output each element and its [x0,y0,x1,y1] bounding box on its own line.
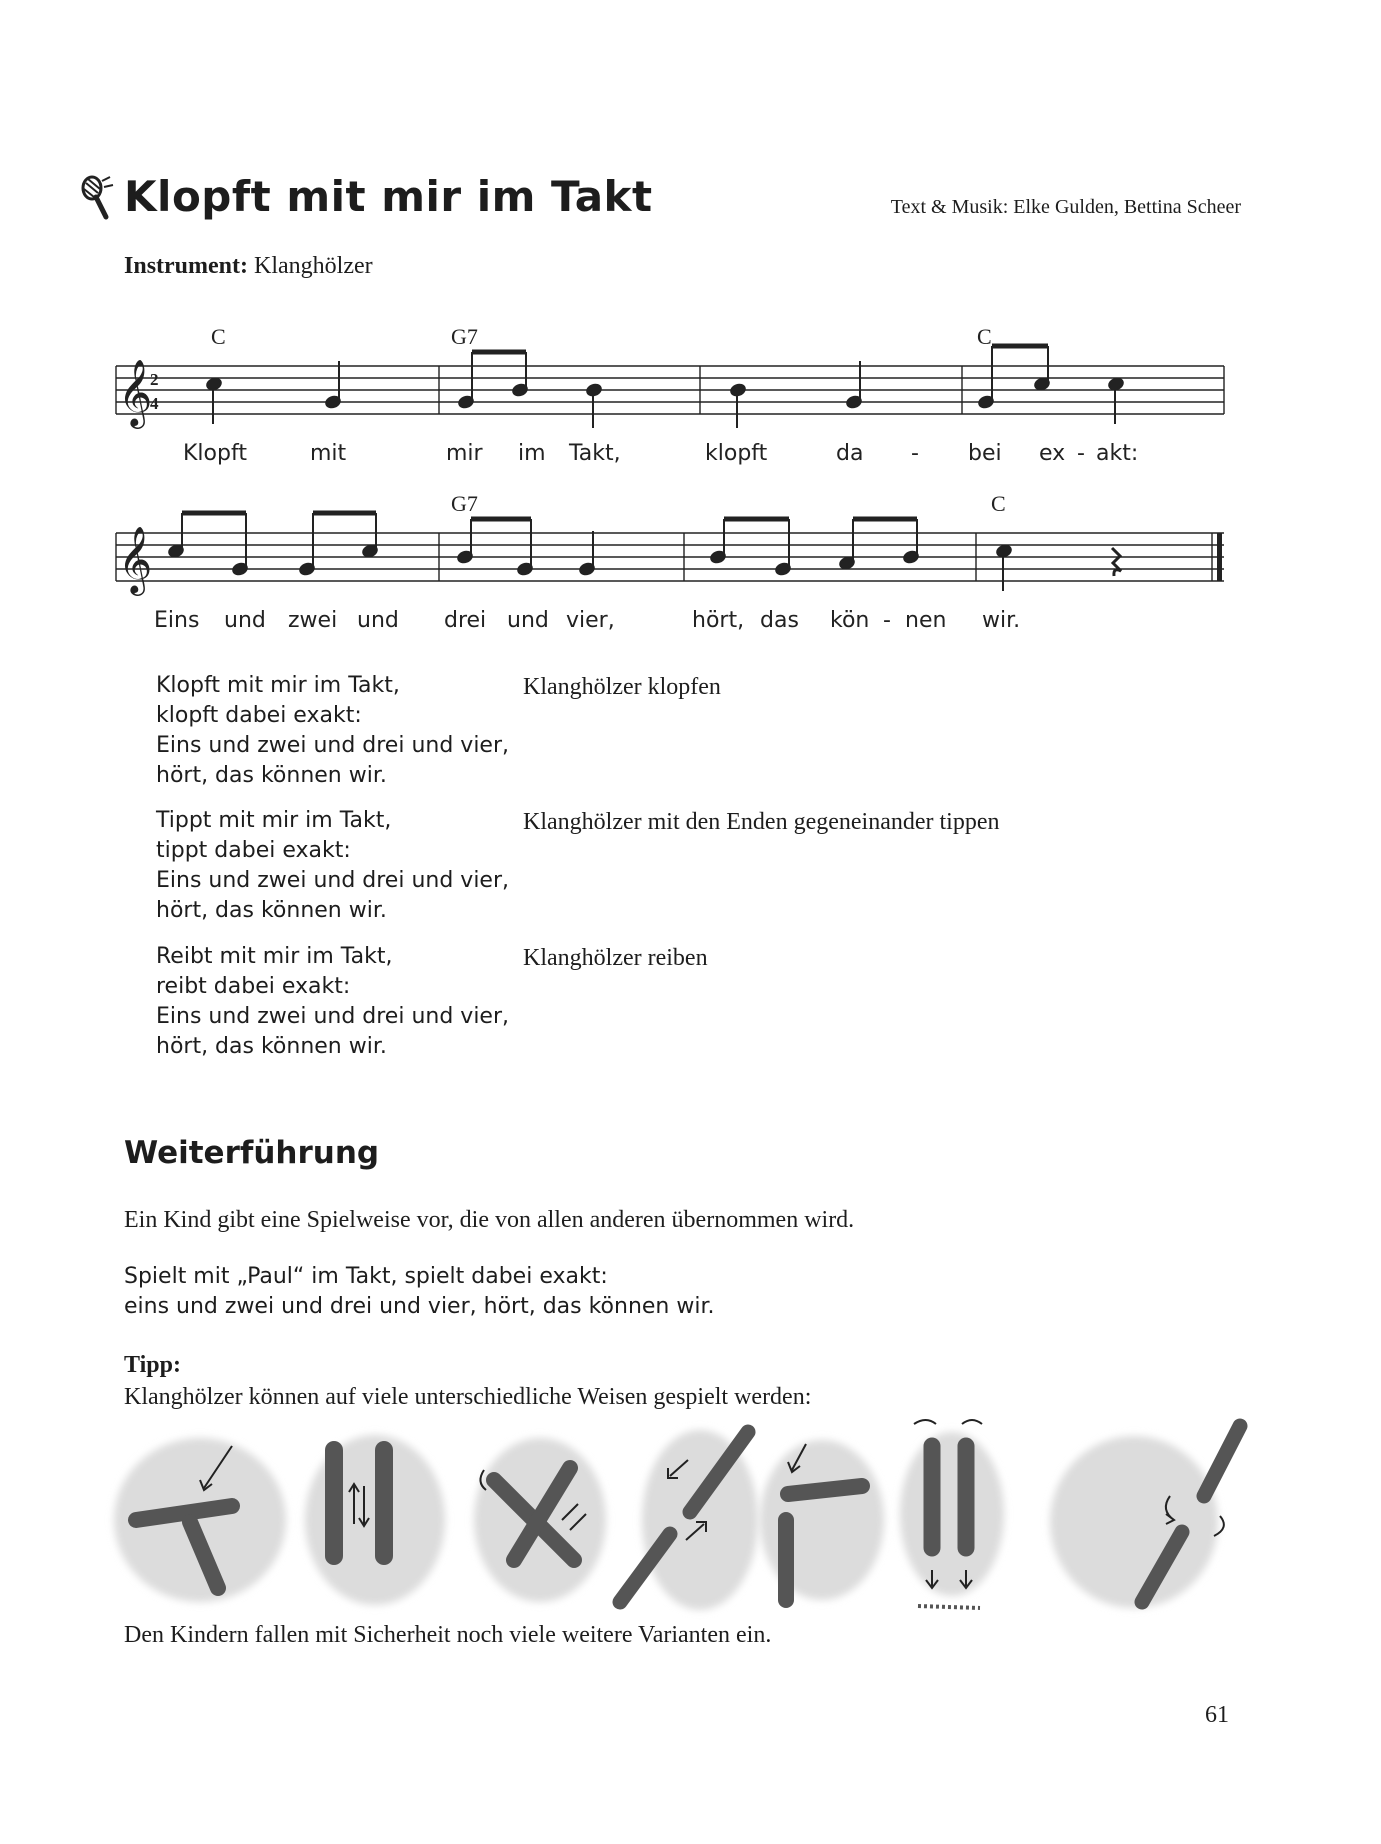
lyric-syllable: und [507,608,549,633]
verse-2 [156,806,509,926]
lyric-syllable: drei [444,608,487,633]
chord-label: C [991,491,1006,516]
lyric-syllable: Eins [154,608,200,633]
lyric-syllable: das [760,608,799,633]
lyric-syllable: ex [1039,441,1066,466]
chord-label: G7 [451,491,478,516]
verse-3-action: Klanghölzer reiben [523,945,708,971]
lyric-syllable: und [224,608,266,633]
quarter-rest-icon [1112,548,1121,576]
section-example [124,1262,715,1322]
svg-text:4: 4 [150,394,159,413]
tip-label: Tipp: [124,1352,181,1378]
claves-tapping-ends-icon [620,1430,758,1610]
verse-line: tippt dabei exakt: [156,838,351,863]
svg-text:2: 2 [150,370,159,389]
instrument-label: Instrument: [124,253,248,279]
claves-striking-t-icon [114,1438,286,1602]
tip-text: Klanghölzer können auf viele unterschiedliche Weisen gespielt werden: [124,1384,812,1410]
chord-label: C [977,324,992,349]
page-number: 61 [1205,1702,1229,1728]
lyric-syllable: Takt, [569,441,621,466]
verse-line: reibt dabei exakt: [156,974,351,999]
verse-line: Tippt mit mir im Takt, [156,808,392,833]
lyric-syllable: - [911,441,919,466]
lyric-syllable: kön [830,608,870,633]
lyric-syllable: Klopft [183,441,247,466]
claves-angled-striking-icon [760,1440,884,1600]
sheet-music-line-2 [0,486,1381,636]
claves-rotating-ends-icon [1050,1426,1240,1608]
sheet-music-line-1 [0,320,1381,470]
example-line: Spielt mit „Paul“ im Takt, spielt dabei exakt: [124,1264,608,1289]
section-intro: Ein Kind gibt eine Spielweise vor, die von allen anderen übernommen wird. [124,1207,855,1233]
verse-3 [156,942,509,1062]
lyric-syllable: da [836,441,864,466]
verse-1-action: Klanghölzer klopfen [523,674,721,700]
lyric-syllable: und [357,608,399,633]
claves-dropping-floor-icon [900,1420,1004,1608]
chord-label: C [211,324,226,349]
verse-line: Eins und zwei und drei und vier, [156,868,509,893]
lyric-syllable: zwei [288,608,338,633]
lyric-syllable: mit [310,441,347,466]
treble-clef-icon: 𝄞 [118,358,153,426]
section-heading: Weiterführung [124,1135,380,1171]
song-credits: Text & Musik: Elke Gulden, Bettina Scheer [890,196,1241,218]
lyric-syllable: akt: [1096,441,1139,466]
verse-line: klopft dabei exakt: [156,703,362,728]
page-title: Klopft mit mir im Takt [124,172,653,221]
lyric-syllable: - [1077,441,1085,466]
verse-line: Reibt mit mir im Takt, [156,944,393,969]
maracas-icon [78,175,118,226]
lyric-syllable: vier, [566,608,615,633]
instrument-line [124,253,373,280]
lyric-syllable: bei [968,441,1002,466]
verse-line: Eins und zwei und drei und vier, [156,733,509,758]
lyric-syllable: hört, [692,608,745,633]
verse-line: Klopft mit mir im Takt, [156,673,400,698]
claves-illustrations [100,1410,1280,1620]
instrument-value: Klanghölzer [254,253,373,279]
lyric-syllable: wir. [982,608,1021,633]
chord-label: G7 [451,324,478,349]
verse-2-action: Klanghölzer mit den Enden gegeneinander tippen [523,809,1000,835]
verse-line: Eins und zwei und drei und vier, [156,1004,509,1029]
verse-line: hört, das können wir. [156,763,387,788]
lyric-syllable: klopft [705,441,768,466]
claves-parallel-sliding-icon [305,1435,445,1605]
lyric-syllable: im [518,441,546,466]
closing-text: Den Kindern fallen mit Sicherheit noch viele weitere Varianten ein. [124,1622,772,1648]
verse-line: hört, das können wir. [156,1034,387,1059]
treble-clef-icon: 𝄞 [118,525,153,593]
claves-crossed-rubbing-icon [474,1438,606,1602]
verse-1 [156,671,509,791]
lyric-syllable: - [883,608,891,633]
verse-line: hört, das können wir. [156,898,387,923]
example-line: eins und zwei und drei und vier, hört, das können wir. [124,1294,715,1319]
lyric-syllable: mir [446,441,483,466]
lyric-syllable: nen [905,608,947,633]
